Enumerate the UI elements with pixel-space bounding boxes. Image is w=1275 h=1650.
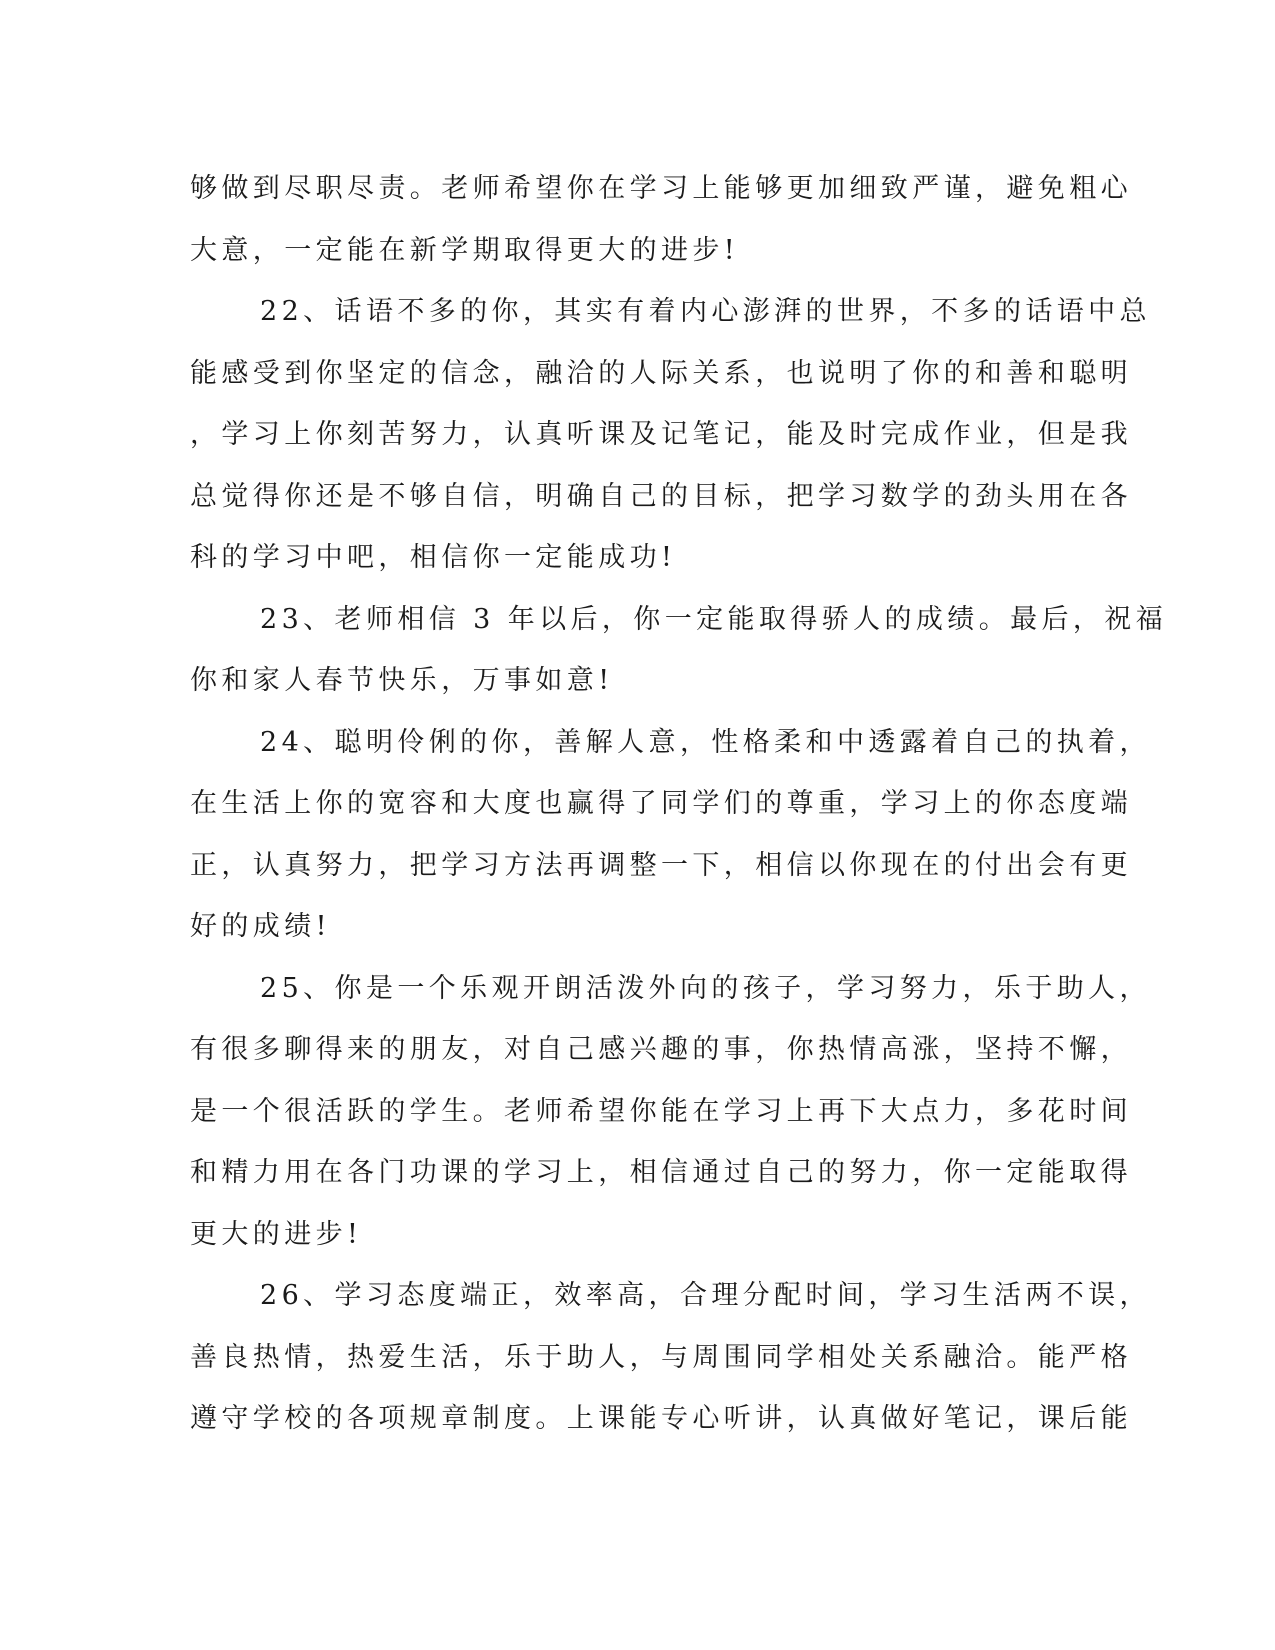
- text-line: 够做到尽职尽责。老师希望你在学习上能够更加细致严谨，避免粗心: [190, 173, 1132, 204]
- paragraph-start-25: 25、你是一个乐观开朗活泼外向的孩子，学习努力，乐于助人，: [260, 972, 1151, 1004]
- paragraph-start-23: 23、老师相信 3 年以后，你一定能取得骄人的成绩。最后，祝福: [260, 603, 1168, 635]
- document-body: [190, 158, 1168, 1450]
- text-line: 遵守学校的各项规章制度。上课能专心听讲，认真做好笔记，课后能: [190, 1403, 1132, 1434]
- text-line: 有很多聊得来的朋友，对自己感兴趣的事，你热情高涨，坚持不懈，: [190, 1034, 1132, 1065]
- text-line: 总觉得你还是不够自信，明确自己的目标，把学习数学的劲头用在各: [190, 480, 1132, 512]
- text-line: 和精力用在各门功课的学习上，相信通过自己的努力，你一定能取得: [190, 1157, 1132, 1188]
- paragraph-start-24: 24、聪明伶俐的你，善解人意，性格柔和中透露着自己的执着，: [260, 726, 1151, 758]
- paragraph-start-26: 26、学习态度端正，效率高，合理分配时间，学习生活两不误，: [260, 1280, 1151, 1311]
- text-line: 正，认真努力，把学习方法再调整一下，相信以你现在的付出会有更: [190, 849, 1132, 881]
- text-line: 科的学习中吧，相信你一定能成功!: [190, 542, 677, 573]
- paragraph-start-22: 22、话语不多的你，其实有着内心澎湃的世界，不多的话语中总: [260, 296, 1151, 327]
- text-line: 你和家人春节快乐，万事如意!: [190, 665, 614, 696]
- text-line: 善良热情，热爱生活，乐于助人，与周围同学相处关系融洽。能严格: [190, 1341, 1132, 1373]
- text-line: 大意，一定能在新学期取得更大的进步!: [190, 234, 740, 266]
- text-line: 好的成绩!: [190, 911, 331, 942]
- text-line: 在生活上你的宽容和大度也赢得了同学们的尊重，学习上的你态度端: [190, 788, 1132, 819]
- text-line: 能感受到你坚定的信念，融洽的人际关系，也说明了你的和善和聪明: [190, 357, 1132, 389]
- text-line: 更大的进步!: [190, 1218, 363, 1250]
- text-line: 是一个很活跃的学生。老师希望你能在学习上再下大点力，多花时间: [190, 1095, 1132, 1127]
- text-line: ，学习上你刻苦努力，认真听课及记笔记，能及时完成作业，但是我: [190, 419, 1132, 450]
